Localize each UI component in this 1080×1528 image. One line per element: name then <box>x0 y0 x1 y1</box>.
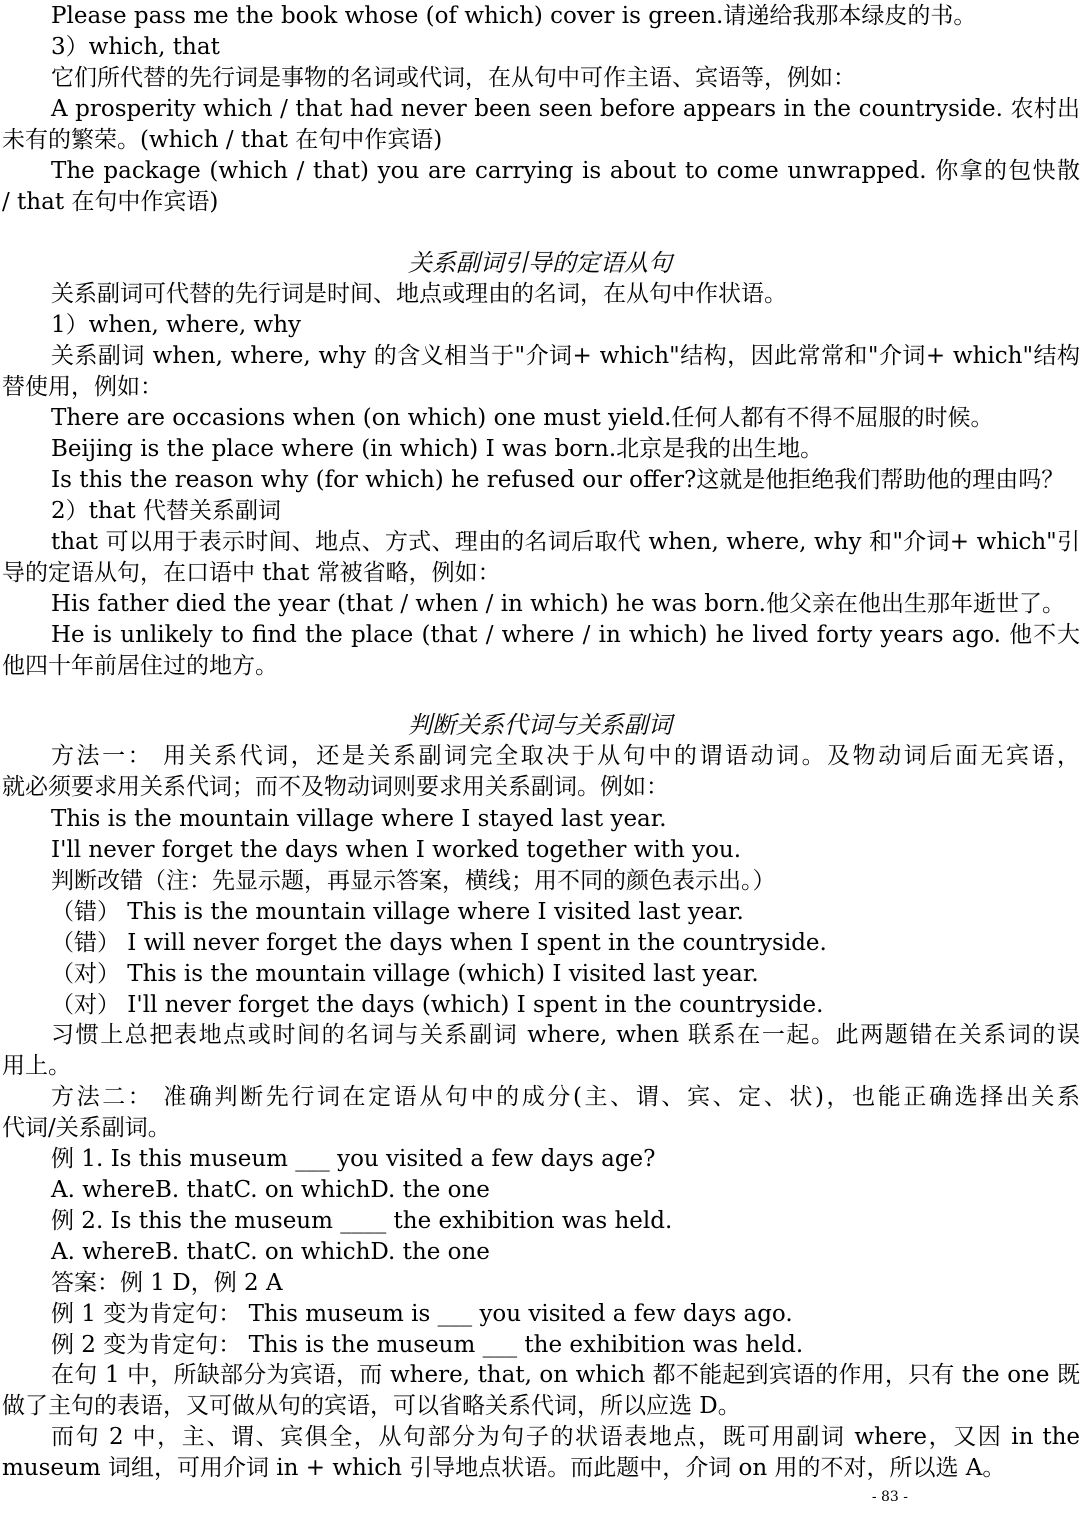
text-line: 替使用，例如： <box>2 374 163 400</box>
text-line: A. whereB. thatC. on whichD. the one <box>51 1239 490 1265</box>
text-line: The package (which / that) you are carrying is about to come unwrapped. 你拿的包快散 <box>51 158 1080 184</box>
text-line: 方法一： 用关系代词，还是关系副词完全取决于从句中的谓语动词。及物动词后面无宾语， <box>51 743 1080 769</box>
text-line: A. whereB. thatC. on whichD. the one <box>51 1177 490 1203</box>
text-line: （对） I'll never forget the days (which) I spent in the countryside. <box>51 992 824 1018</box>
text-line: Please pass me the book whose (of which) cover is green.请递给我那本绿皮的书。 <box>51 3 977 29</box>
text-line: （错） I will never forget the days when I spent in the countryside. <box>51 930 827 956</box>
text-line: / that 在句中作宾语) <box>2 189 219 215</box>
text-line: 答案：例 1 D，例 2 A <box>51 1270 283 1296</box>
text-line: museum 词组，可用介词 in + which 引导地点状语。而此题中，介词 on 用的不对，所以选 A。 <box>2 1455 1006 1481</box>
page-number: - 83 - <box>871 1489 908 1505</box>
text-line: I'll never forget the days when I worked together with you. <box>51 837 742 863</box>
text-line: 关系副词可代替的先行词是时间、地点或理由的名词，在从句中作状语。 <box>51 281 787 307</box>
text-line: 关系副词 when, where, why 的含义相当于"介词+ which"结构，因此常常和"介词+ which"结构 <box>51 343 1080 369</box>
text-line: 例 1. Is this museum ___ you visited a few days age? <box>51 1146 656 1172</box>
text-line: 3）which, that <box>51 34 220 60</box>
text-line: 而句 2 中，主、谓、宾俱全，从句部分为句子的状语表地点，既可用副词 where，又因 in the <box>51 1424 1080 1450</box>
text-line: This is the mountain village where I stayed last year. <box>51 806 667 832</box>
text-line: 它们所代替的先行词是事物的名词或代词，在从句中可作主语、宾语等，例如： <box>51 65 856 91</box>
text-line: A prosperity which / that had never been seen before appears in the countryside. 农村出 <box>51 96 1080 122</box>
text-line: （错） This is the mountain village where I visited last year. <box>51 899 744 925</box>
text-line: 他四十年前居住过的地方。 <box>2 653 278 679</box>
text-line: 导的定语从句，在口语中 that 常被省略，例如： <box>2 560 501 586</box>
text-line: Beijing is the place where (in which) I was born.北京是我的出生地。 <box>51 436 824 462</box>
text-line: （对） This is the mountain village (which) I visited last year. <box>51 961 759 987</box>
section-heading: 判断关系代词与关系副词 <box>408 711 672 739</box>
section-heading: 关系副词引导的定语从句 <box>408 249 672 277</box>
text-line: 在句 1 中，所缺部分为宾语，而 where, that, on which 都不能起到宾语的作用，只有 the one 既 <box>51 1362 1080 1388</box>
text-line: 例 2. Is this the museum ____ the exhibition was held. <box>51 1208 673 1234</box>
text-line: 用上。 <box>2 1053 71 1079</box>
text-line: 例 2 变为肯定句： This is the museum ___ the exhibition was held. <box>51 1332 804 1358</box>
text-line: that 可以用于表示时间、地点、方式、理由的名词后取代 when, where, why 和"介词+ which"引 <box>51 529 1080 555</box>
text-line: Is this the reason why (for which) he refused our offer?这就是他拒绝我们帮助他的理由吗？ <box>51 467 1065 493</box>
text-line: 做了主句的表语，又可做从句的宾语，可以省略关系代词，所以应选 D。 <box>2 1393 741 1419</box>
text-line: 未有的繁荣。(which / that 在句中作宾语) <box>2 127 443 153</box>
text-line: 就必须要求用关系代词；而不及物动词则要求用关系副词。例如： <box>2 774 669 800</box>
text-line: He is unlikely to find the place (that / where / in which) he lived forty years ago. 他不大 <box>51 622 1080 648</box>
text-line: 习惯上总把表地点或时间的名词与关系副词 where, when 联系在一起。此两题错在关系词的误 <box>51 1022 1080 1048</box>
text-line: His father died the year (that / when / in which) he was born.他父亲在他出生那年逝世了。 <box>51 591 1065 617</box>
text-line: 例 1 变为肯定句： This museum is ___ you visited a few days ago. <box>51 1301 793 1327</box>
text-line: 判断改错（注：先显示题，再显示答案，横线；用不同的颜色表示出。） <box>51 868 776 894</box>
text-line: 1）when, where, why <box>51 312 302 338</box>
text-line: 2）that 代替关系副词 <box>51 498 281 524</box>
text-line: There are occasions when (on which) one must yield.任何人都有不得不屈服的时候。 <box>51 405 994 431</box>
text-line: 方法二： 准确判断先行词在定语从句中的成分(主、谓、宾、定、状)，也能正确选择出关系 <box>51 1084 1080 1110</box>
text-line: 代词/关系副词。 <box>2 1115 171 1141</box>
